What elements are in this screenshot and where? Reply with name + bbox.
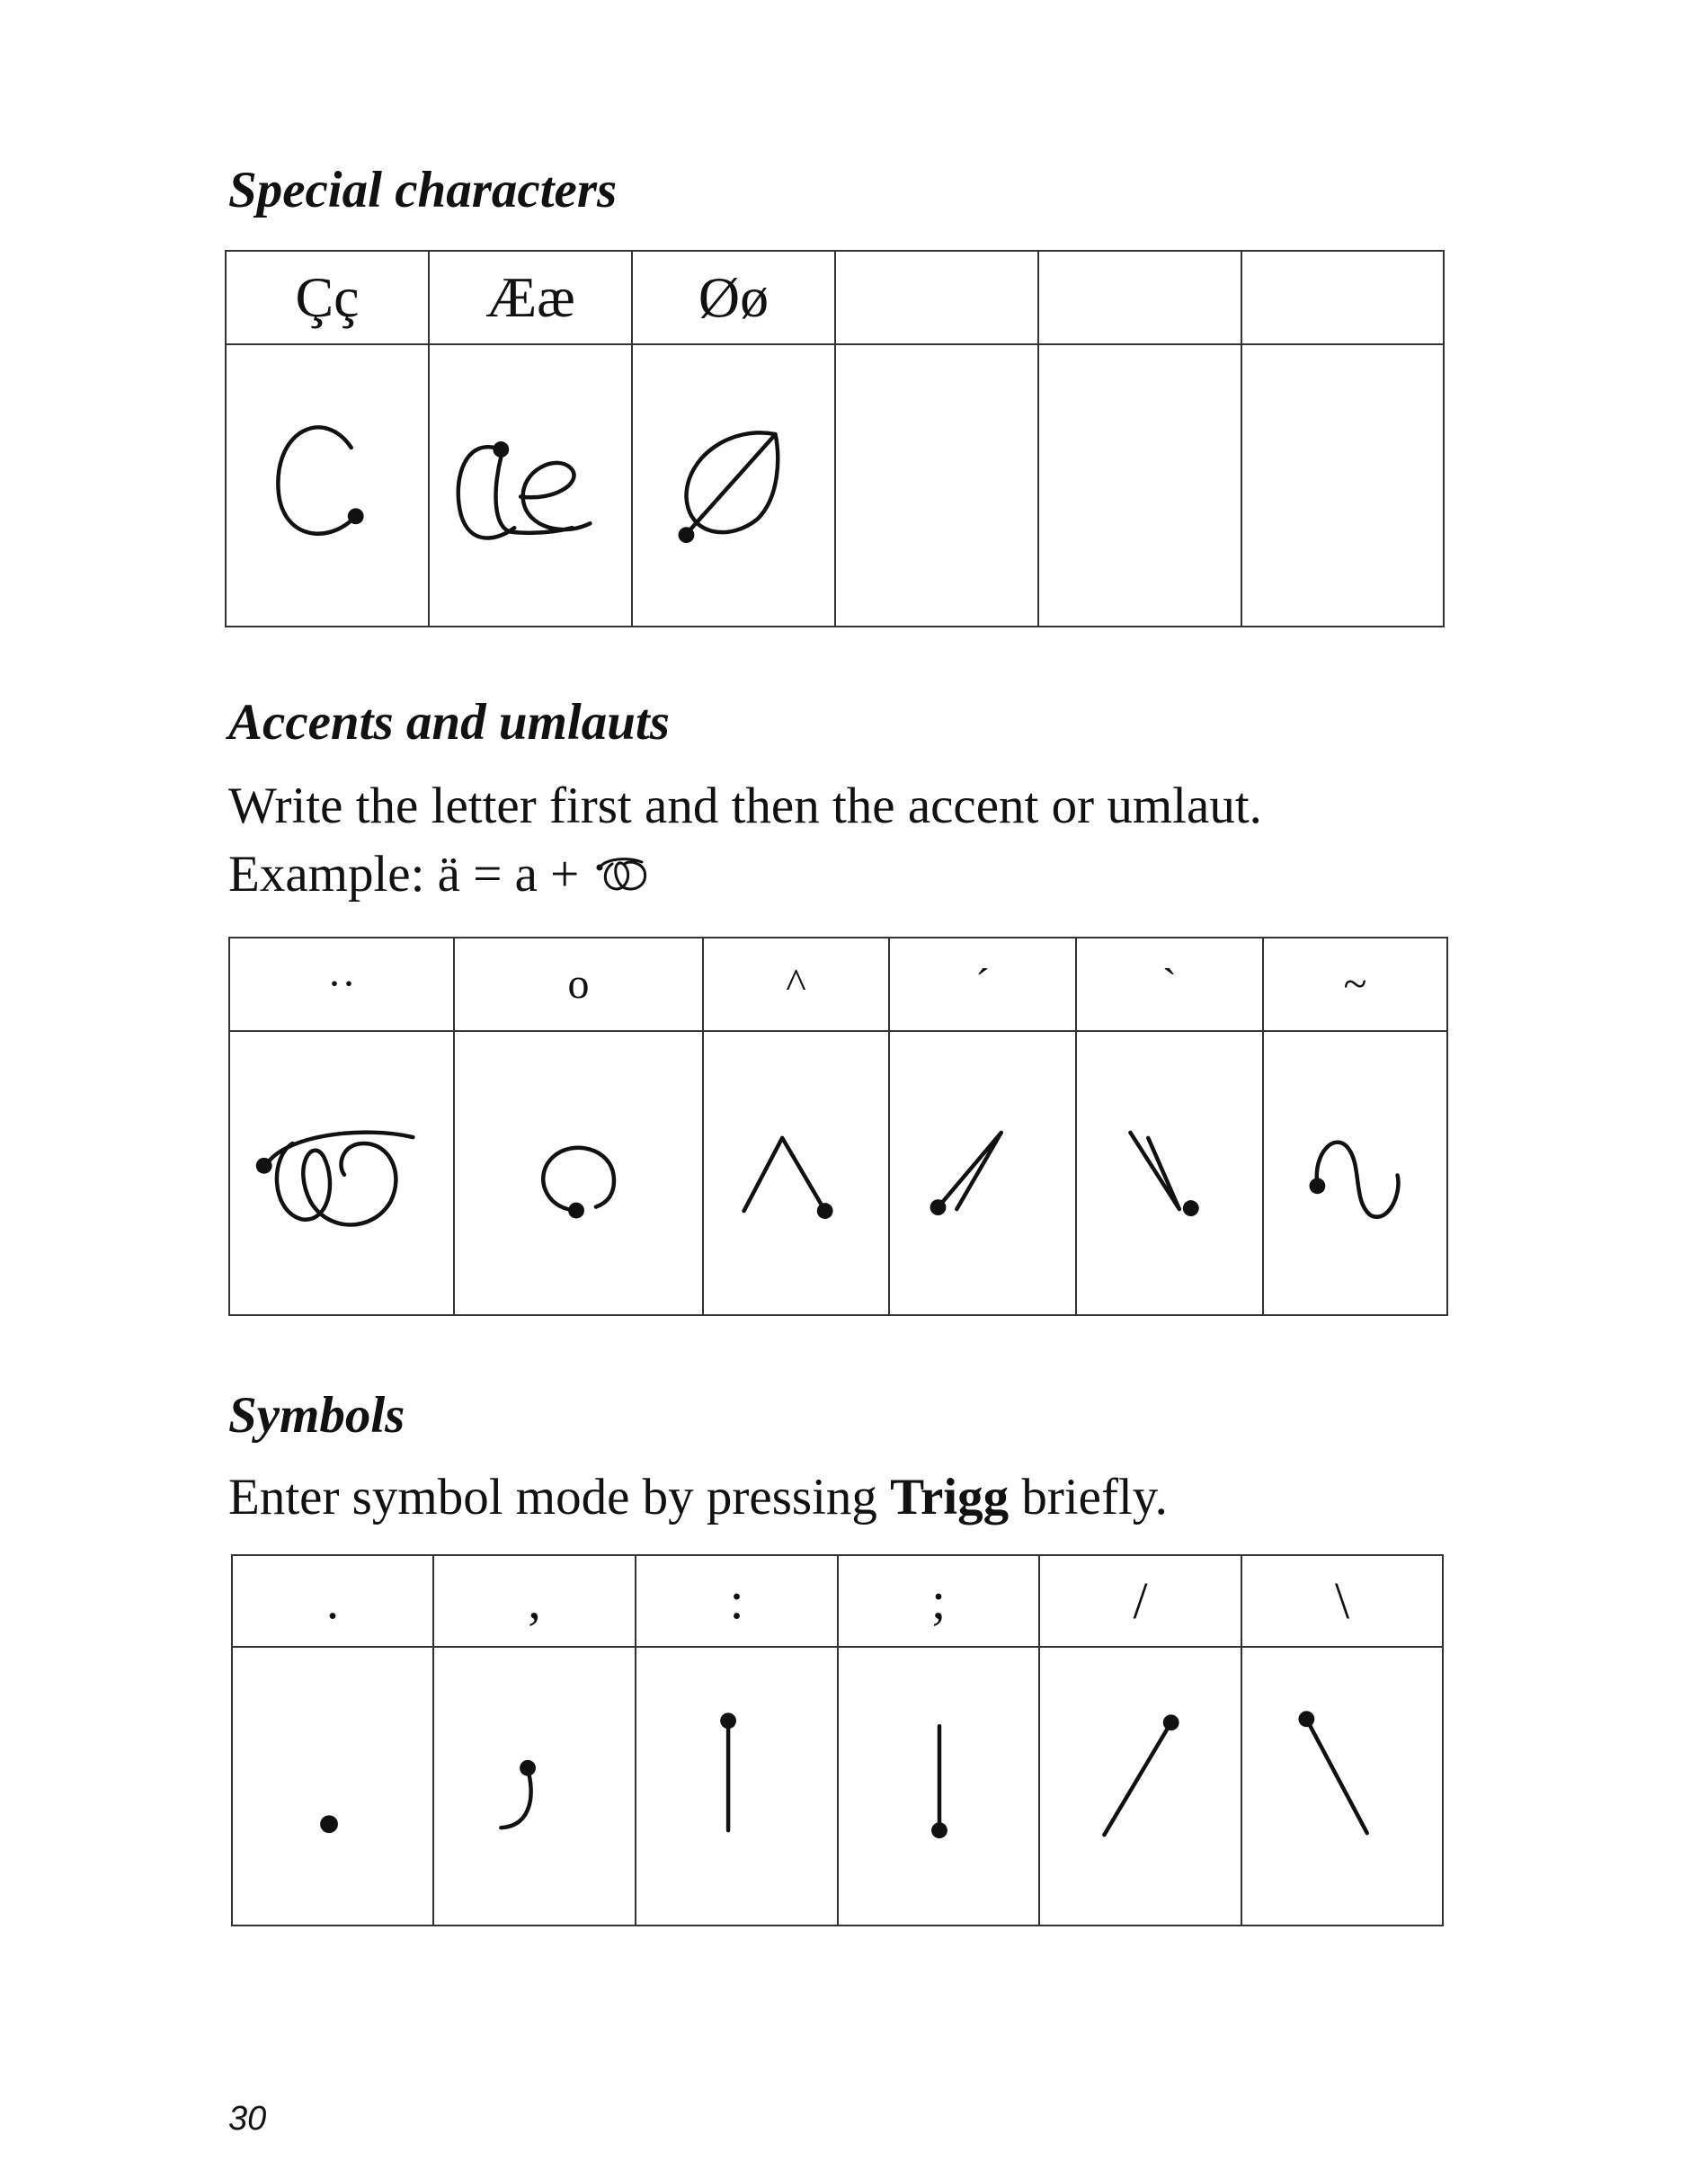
umlaut-stroke-icon bbox=[230, 1032, 453, 1313]
empty-label-cell bbox=[1241, 251, 1444, 344]
grave-stroke-cell bbox=[1076, 1031, 1263, 1315]
empty-label-cell bbox=[835, 251, 1038, 344]
c-cedilla-stroke-icon bbox=[227, 345, 428, 625]
period-label: . bbox=[232, 1555, 433, 1647]
symbols-instruction-text: Enter symbol mode by pressing bbox=[228, 1469, 891, 1525]
empty-stroke-cell bbox=[1241, 344, 1444, 627]
semicolon-stroke-cell bbox=[838, 1647, 1039, 1926]
umlaut-stroke-cell bbox=[229, 1031, 454, 1315]
tilde-stroke-icon bbox=[1264, 1033, 1446, 1314]
grave-stroke-icon bbox=[1077, 1033, 1262, 1314]
o-slash-stroke-cell bbox=[632, 344, 835, 627]
ring-stroke-cell bbox=[454, 1031, 703, 1315]
special-characters-header-row bbox=[226, 251, 1444, 344]
accents-table bbox=[228, 937, 1448, 1316]
grave-label: ` bbox=[1076, 938, 1263, 1031]
acute-stroke-cell bbox=[889, 1031, 1076, 1315]
ring-label: o bbox=[454, 938, 703, 1031]
acute-stroke-icon bbox=[890, 1033, 1075, 1314]
accents-example bbox=[228, 846, 655, 905]
symbols-instruction-end: briefly. bbox=[1009, 1469, 1168, 1525]
accents-stroke-row bbox=[229, 1031, 1447, 1315]
c-cedilla-stroke-cell bbox=[226, 344, 429, 627]
slash-stroke-icon bbox=[1040, 1648, 1241, 1924]
ae-stroke-icon bbox=[430, 345, 631, 625]
symbols-stroke-row bbox=[232, 1647, 1443, 1926]
colon-stroke-cell bbox=[636, 1647, 838, 1926]
empty-label-cell bbox=[1038, 251, 1241, 344]
circumflex-stroke-cell bbox=[703, 1031, 889, 1315]
empty-stroke-cell bbox=[835, 344, 1038, 627]
page-number: 30 bbox=[228, 2100, 267, 2138]
symbols-header-row bbox=[232, 1555, 1443, 1647]
slash-stroke-cell bbox=[1039, 1647, 1241, 1926]
colon-stroke-icon bbox=[636, 1648, 837, 1924]
acute-label: ´ bbox=[889, 938, 1076, 1031]
special-characters-table bbox=[225, 250, 1445, 627]
backslash-label: \ bbox=[1241, 1555, 1443, 1647]
ae-stroke-cell bbox=[429, 344, 632, 627]
slash-label: / bbox=[1039, 1555, 1241, 1647]
comma-stroke-icon bbox=[434, 1648, 635, 1924]
empty-stroke-cell bbox=[1038, 344, 1241, 627]
accents-example-text: Example: ä = a + bbox=[228, 846, 592, 903]
period-stroke-icon bbox=[233, 1648, 432, 1924]
char-ae-label: Ææ bbox=[429, 251, 632, 344]
special-characters-heading: Special characters bbox=[228, 162, 618, 218]
semicolon-label: ; bbox=[838, 1555, 1039, 1647]
circumflex-label: ^ bbox=[703, 938, 889, 1031]
tilde-stroke-cell bbox=[1263, 1031, 1447, 1315]
symbols-heading: Symbols bbox=[228, 1387, 405, 1444]
ring-stroke-icon bbox=[455, 1032, 702, 1314]
backslash-stroke-cell bbox=[1241, 1647, 1443, 1926]
semicolon-stroke-icon bbox=[839, 1648, 1038, 1924]
accents-heading: Accents and umlauts bbox=[228, 694, 670, 751]
accents-instruction: Write the letter first and then the accent or umlaut. bbox=[228, 778, 1262, 834]
symbols-instruction bbox=[228, 1469, 1168, 1525]
backslash-stroke-icon bbox=[1242, 1648, 1442, 1924]
symbols-table bbox=[231, 1554, 1444, 1926]
tilde-label: ~ bbox=[1263, 938, 1447, 1031]
accents-header-row bbox=[229, 938, 1447, 1031]
circumflex-stroke-icon bbox=[704, 1033, 888, 1314]
umlaut-inline-icon bbox=[592, 851, 655, 905]
comma-stroke-cell bbox=[433, 1647, 636, 1926]
umlaut-label: ·· bbox=[229, 938, 454, 1031]
colon-label: : bbox=[636, 1555, 838, 1647]
char-o-slash-label: Øø bbox=[632, 251, 835, 344]
special-characters-stroke-row bbox=[226, 344, 1444, 627]
period-stroke-cell bbox=[232, 1647, 433, 1926]
comma-label: , bbox=[433, 1555, 636, 1647]
char-c-cedilla-label: Çç bbox=[226, 251, 429, 344]
o-slash-stroke-icon bbox=[633, 345, 834, 625]
trigg-key-label: Trigg bbox=[890, 1469, 1010, 1525]
